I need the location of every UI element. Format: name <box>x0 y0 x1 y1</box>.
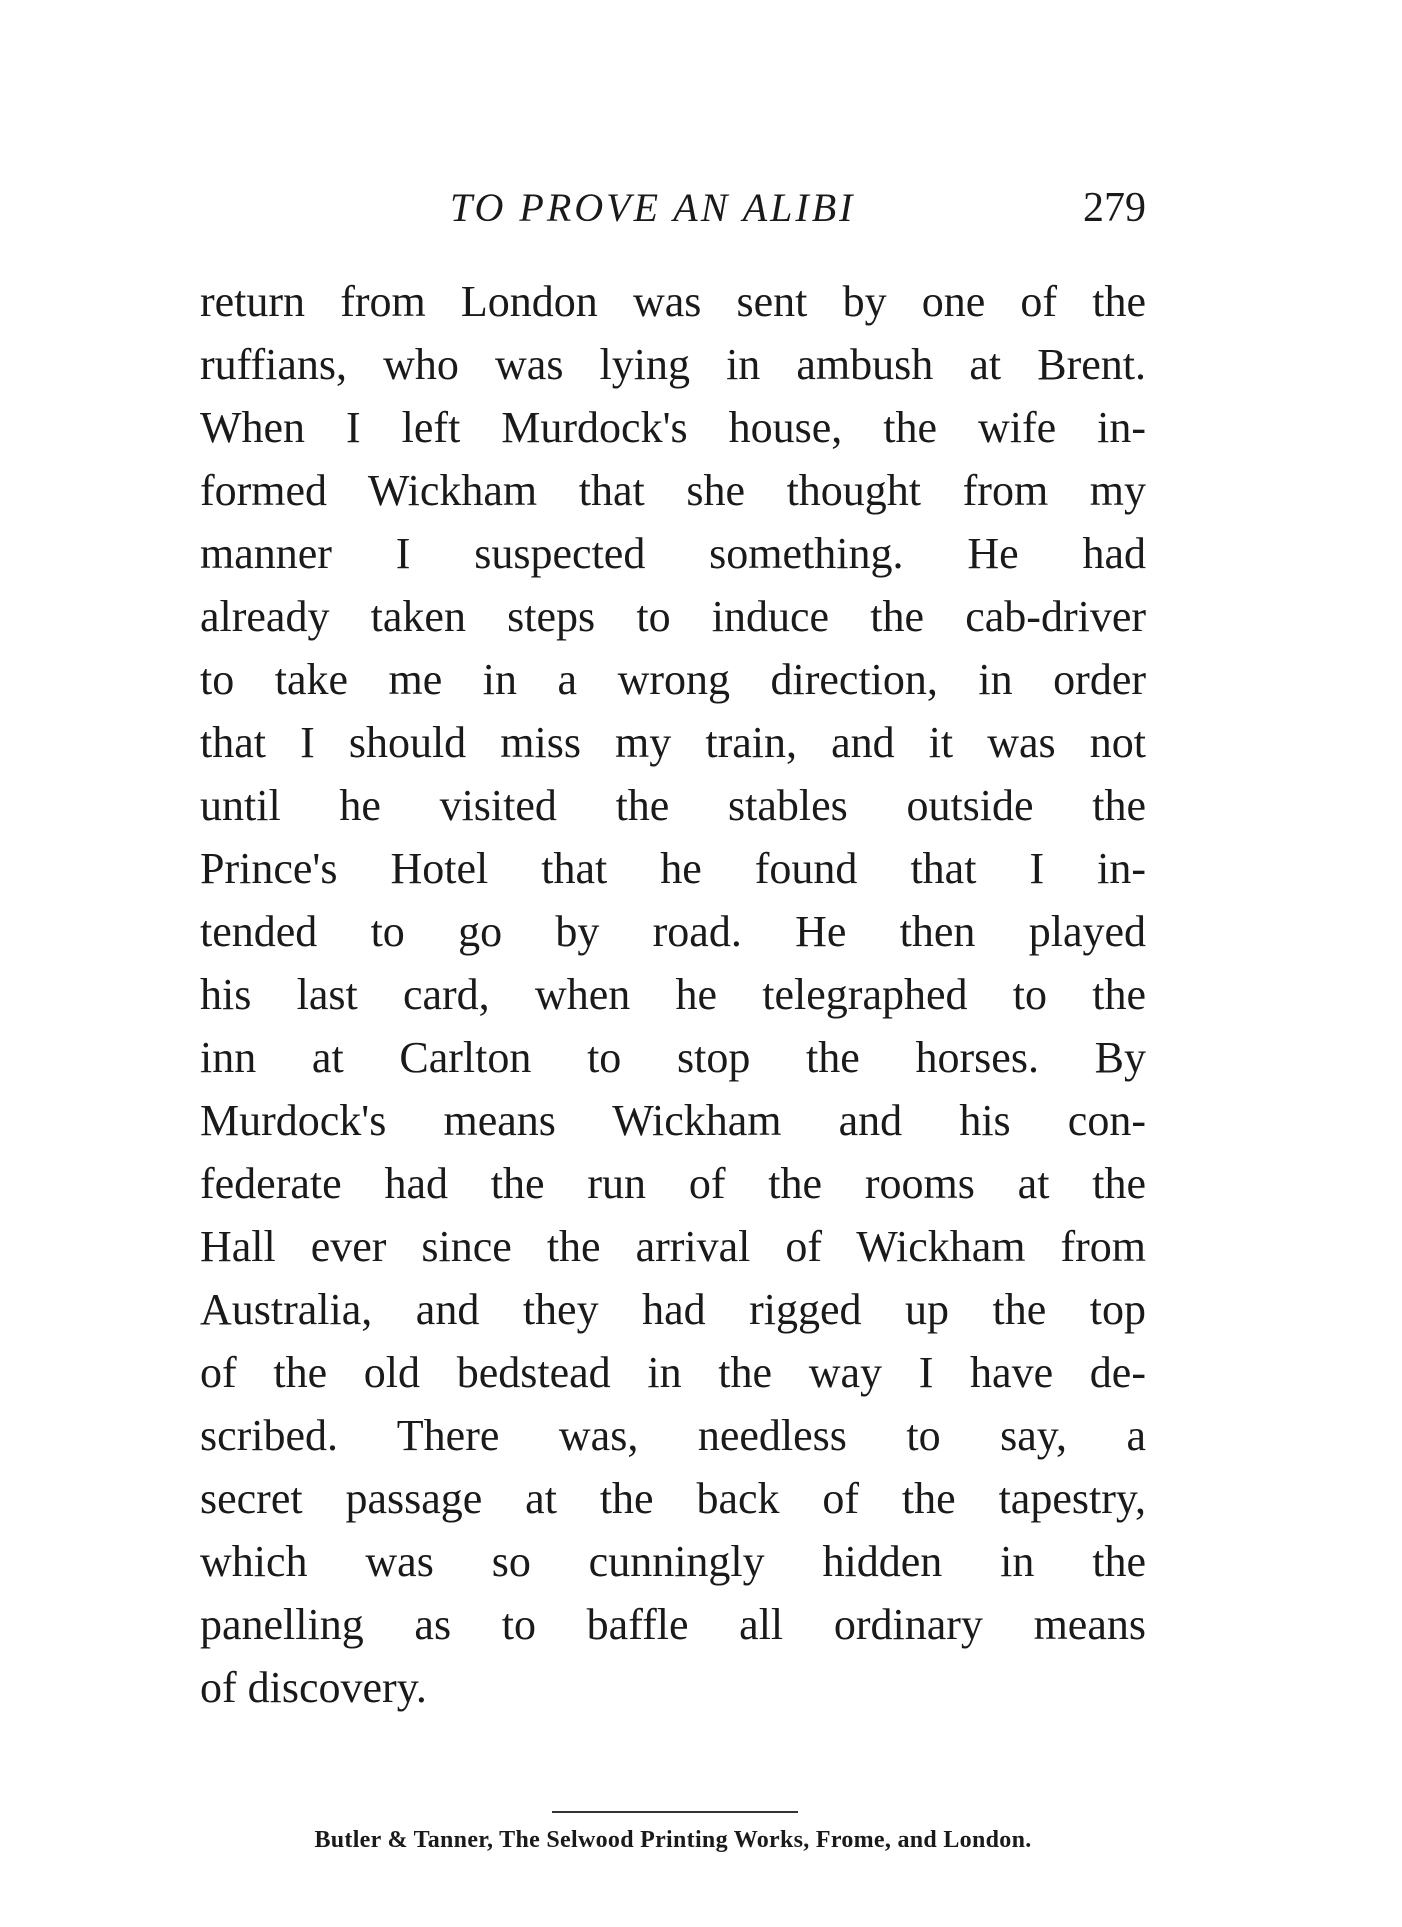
text-line: tended to go by road. He then played <box>200 907 1146 956</box>
text-line: which was so cunningly hidden in the <box>200 1537 1146 1586</box>
text-line: until he visited the stables outside the <box>200 781 1146 830</box>
text-line: Prince's Hotel that he found that I in- <box>200 844 1146 893</box>
text-line: manner I suspected something. He had <box>200 529 1146 578</box>
page-number: 279 <box>1083 185 1146 231</box>
text-line: panelling as to baffle all ordinary means <box>200 1600 1146 1649</box>
text-line: Murdock's means Wickham and his con- <box>200 1096 1146 1145</box>
text-line: Hall ever since the arrival of Wickham from <box>200 1222 1146 1271</box>
text-line: return from London was sent by one of the <box>200 277 1146 326</box>
printer-imprint: Butler & Tanner, The Selwood Printing Works, Frome, and London. <box>314 1827 1032 1853</box>
body-text <box>200 270 1146 1719</box>
running-head <box>200 178 1146 238</box>
text-line: formed Wickham that she thought from my <box>200 466 1146 515</box>
text-line: of the old bedstead in the way I have de- <box>200 1348 1146 1397</box>
text-line: to take me in a wrong direction, in order <box>200 655 1146 704</box>
text-line: already taken steps to induce the cab-driver <box>200 592 1146 641</box>
text-line: ruffians, who was lying in ambush at Brent. <box>200 340 1146 389</box>
footer-rule <box>552 1811 798 1813</box>
text-line: federate had the run of the rooms at the <box>200 1159 1146 1208</box>
running-title: TO PROVE AN ALIBI <box>450 185 856 230</box>
text-line: secret passage at the back of the tapestry, <box>200 1474 1146 1523</box>
text-line: inn at Carlton to stop the horses. By <box>200 1033 1146 1082</box>
text-line: that I should miss my train, and it was not <box>200 718 1146 767</box>
text-line: When I left Murdock's house, the wife in- <box>200 403 1146 452</box>
text-line: his last card, when he telegraphed to the <box>200 970 1146 1019</box>
text-line-last: of discovery. <box>200 1663 427 1712</box>
text-line: Australia, and they had rigged up the top <box>200 1285 1146 1334</box>
text-line: scribed. There was, needless to say, a <box>200 1411 1146 1460</box>
